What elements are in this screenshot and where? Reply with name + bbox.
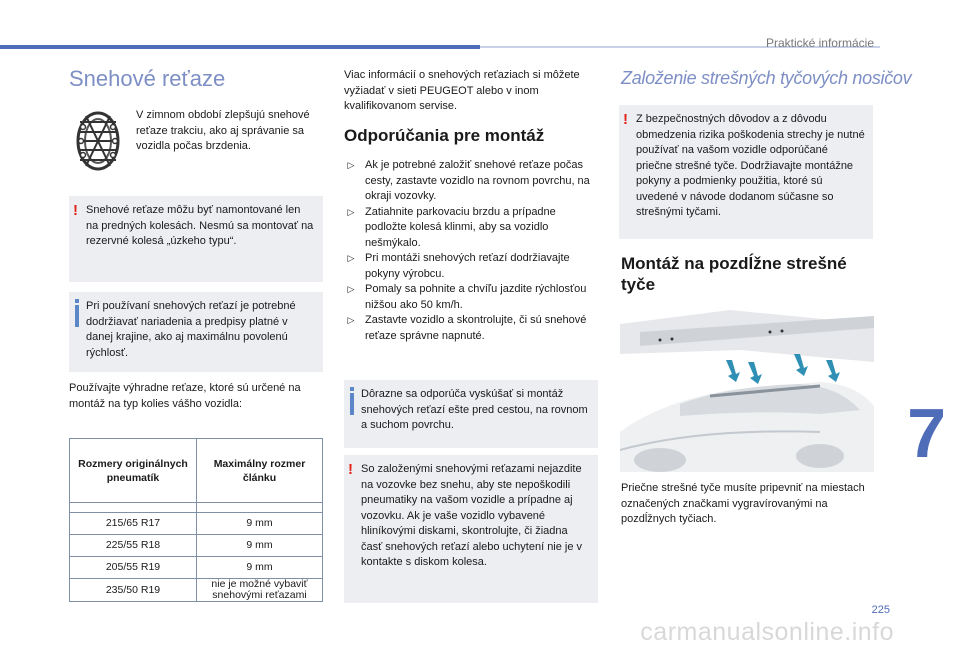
mounting-steps-list: [344, 158, 594, 344]
table-cell: 235/50 R19: [70, 579, 197, 602]
roof-bars-heading: Založenie strešných tyčových nosičov: [621, 68, 912, 88]
warning-icon: !: [623, 111, 628, 128]
info-text: Dôrazne sa odporúča vyskúšať si montáž snehových reťazí ešte pred cestou, na rovnom a suchom povrchu.: [361, 388, 588, 431]
table-header: Rozmery originálnych pneumatík: [70, 439, 197, 503]
watermark: carmanualsonline.info: [640, 618, 894, 646]
list-item: ▷ Zatiahnite parkovaciu brzdu a prípadne podložte kolesá klinmi, aby sa vozidlo nešmýkalo.: [344, 205, 594, 252]
table-row: [70, 513, 323, 535]
list-item: ▷ Zastavte vozidlo a skontrolujte, či sú snehové reťaze správne napnuté.: [344, 313, 594, 344]
arrow-bullet-icon: ▷: [347, 160, 355, 170]
warning-box-roof-bars: [619, 105, 873, 239]
chains-usage-text: Používajte výhradne reťaze, ktoré sú určené na montáž na typ kolies vášho vozidla:: [69, 382, 301, 410]
car-roof-rails-illustration: [620, 310, 874, 472]
longitudinal-rails-heading: Montáž na pozdĺžne strešné tyče: [621, 254, 847, 294]
arrow-bullet-icon: ▷: [347, 206, 355, 217]
table-row: [70, 579, 323, 602]
info-box-practice: [344, 380, 598, 448]
list-item: ▷ Pomaly sa pohnite a chvíľu jazdite rýchlosťou nižšou ako 50 km/h.: [344, 282, 594, 313]
info-icon: [348, 387, 356, 417]
info-box-regulations: [69, 292, 323, 372]
warning-icon: !: [348, 461, 353, 478]
info-text: Pri používaní snehových reťazí je potrebné dodržiavať nariadenia a predpisy platné v danej krajine, ako aj maximálnu povolenú rýchlosť.: [86, 300, 296, 359]
warning-text: Z bezpečnostných dôvodov a z dôvodu obmedzenia rizika poškodenia strechy je nutné používať na vašom vozidle odporúčané priečne strešné tyče. Dodržiavajte montážne pokyny a podmienky použitia, ktoré sú uvedené v návode dodanom súčasne so strešnými tyčami.: [636, 113, 865, 218]
info-icon: [73, 299, 81, 329]
arrow-bullet-icon: ▷: [347, 315, 355, 325]
snow-chain-size-table: [69, 438, 323, 602]
arrow-bullet-icon: ▷: [347, 253, 355, 263]
table-cell: 205/55 R19: [70, 557, 197, 579]
roof-bars-caption: Priečne strešné tyče musíte pripevniť na miestach označených značkami vygravírovanými na pozdĺžnych tyčiach.: [621, 482, 865, 525]
snow-chains-heading: Snehové reťaze: [69, 66, 226, 91]
table-cell: nie je možné vybaviť snehovými reťazami: [197, 579, 323, 602]
list-item: ▷ Pri montáži snehových reťazí dodržiavajte pokyny výrobcu.: [344, 251, 594, 282]
table-header-row: [70, 439, 323, 503]
snow-chain-icon: [72, 110, 124, 172]
table-row: [70, 557, 323, 579]
warning-icon: !: [73, 202, 78, 219]
chapter-number: 7: [907, 394, 946, 472]
page-number: 225: [871, 604, 890, 616]
table-row: [70, 535, 323, 557]
table-cell: 9 mm: [197, 535, 323, 557]
warning-box-front-wheels: [69, 196, 323, 282]
table-cell: 9 mm: [197, 557, 323, 579]
warning-text: Snehové reťaze môžu byť namontované len na predných kolesách. Nesmú sa montovať na rezervné kolesá „úzkeho typu“.: [86, 204, 314, 247]
list-item: ▷ Ak je potrebné založiť snehové reťaze počas cesty, zastavte vozidlo na rovnom povrchu, na okraji vozovky.: [344, 158, 594, 205]
header-accent-bar: [0, 45, 480, 49]
table-cell: 225/55 R18: [70, 535, 197, 557]
section-title: Praktické informácie: [765, 36, 874, 50]
warning-text: So založenými snehovými reťazami nejazdite na vozovke bez snehu, aby ste nepoškodili pneumatiky na vašom vozidle a prípadne aj vozovku. Ak je vaše vozidlo vybavené hliníkovými diskami, skontrolujte, či žiadna časť snehových reťazí alebo uchytení nie je v kontakte s diskom kolesa.: [361, 463, 583, 568]
snow-chains-intro: V zimnom období zlepšujú snehové reťaze trakciu, ako aj správanie sa vozidla počas brzdenia.: [136, 109, 310, 152]
table-cell: 9 mm: [197, 513, 323, 535]
table-cell: 215/65 R17: [70, 513, 197, 535]
arrow-bullet-icon: ▷: [347, 284, 355, 294]
warning-box-no-snow: [344, 455, 598, 603]
table-header: Maximálny rozmer článku: [197, 439, 323, 503]
more-info-text: Viac informácií o snehových reťaziach si môžete vyžiadať v sieti PEUGEOT alebo v inom kvalifikovanom servise.: [344, 69, 580, 112]
mounting-recommendations-heading: Odporúčania pre montáž: [344, 126, 545, 145]
